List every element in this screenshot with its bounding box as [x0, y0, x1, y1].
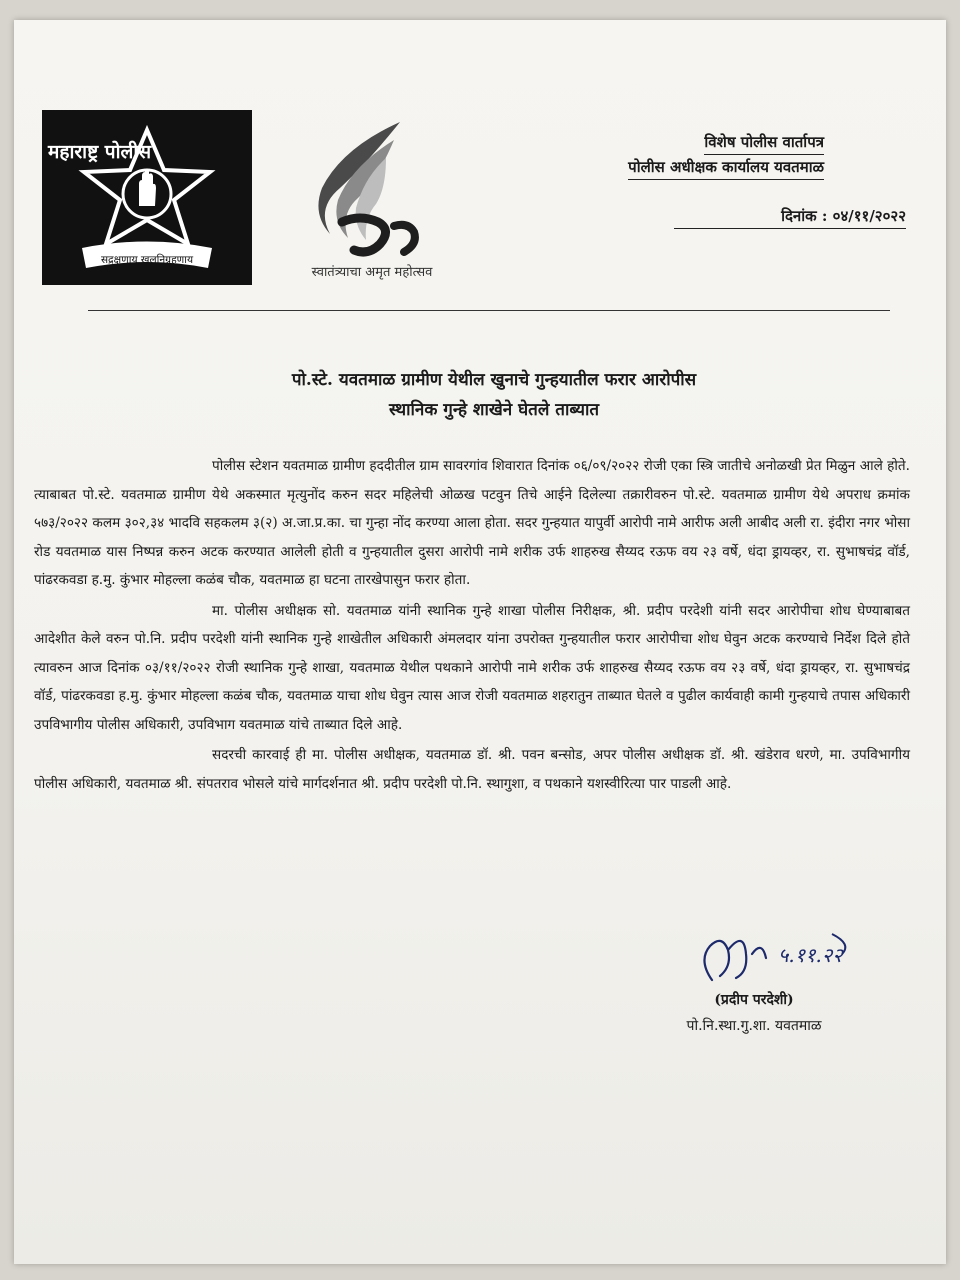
header-divider: [88, 310, 890, 311]
document-date: दिनांक : ०४/११/२०२२: [674, 206, 906, 229]
paragraph-2: मा. पोलीस अधीक्षक सो. यवतमाळ यांनी स्थानिक गुन्हे शाखा पोलीस निरीक्षक, श्री. प्रदीप परदेशी यांनी सदर आरोपीचा शोध घेण्याबाबत आदेशीत केले वरुन पो.नि. प्रदीप परदेशी यांनी स्थानिक गुन्हे शाखेतील अधिकारी अंमलदार यांना उपरोक्त गुन्हयातील फरार आरोपीचा शोध घेवुन अटक करण्याचे निर्देश दिले होते त्यावरुन आज दिनांक ०३/११/२०२२ रोजी स्थानिक गुन्हे शाखा, यवतमाळ येथील पथकाने आरोपी नामे शरीक उर्फ शाहरुख सैय्यद रऊफ वय २३ वर्षे, धंदा ड्रायव्हर, रा. सुभाषचंद्र वॉर्ड, पांढरकवडा ह.मु. कुंभार मोहल्ला कळंब चौक, यवतमाळ याचा शोध घेवुन त्यास आज रोजी यवतमाळ शहरातुन ताब्यात घेतले व पुढील कार्यवाही कामी गुन्हयाचे तपास अधिकारी उपविभागीय पोलीस अधिकारी, उपविभाग यवतमाळ यांचे ताब्यात दिले आहे.: [34, 602, 910, 733]
document-page: [14, 20, 946, 1264]
logo-motto: सद्रक्षणाय खलनिग्रहणाय: [100, 254, 194, 266]
header-line-1: विशेष पोलीस वार्तापत्र: [704, 130, 824, 155]
handwritten-signature: [682, 920, 862, 1000]
paragraph-3: सदरची कारवाई ही मा. पोलीस अधीक्षक, यवतमाळ डॉ. श्री. पवन बन्सोड, अपर पोलीस अधीक्षक डॉ. श्री. खंडेराव धरणे, मा. उपविभागीय पोलीस अधिकारी, यवतमाळ श्री. संपतराव भोसले यांचे मार्गदर्शनात श्री. प्रदीप परदेशी पो.नि. स्थागुशा, व पथकाने यशस्वीरित्या पार पाडली आहे.: [34, 747, 910, 792]
headline-line-1: पो.स्टे. यवतमाळ ग्रामीण येथील खुनाचे गुन्हयातील फरार आरोपीस: [291, 370, 697, 390]
header-line-2: पोलीस अधीक्षक कार्यालय यवतमाळ: [628, 155, 824, 180]
office-header: [554, 130, 824, 180]
body-text: [34, 452, 910, 800]
logo-top-text: महाराष्ट्र पोलीस: [48, 141, 152, 163]
amrit-caption: स्वातंत्र्याचा अमृत महोत्सव: [311, 265, 433, 280]
signatory-designation: पो.नि.स्था.गु.शा. यवतमाळ: [686, 1018, 822, 1034]
flame-75-icon: [282, 118, 462, 258]
signatory-name: (प्रदीप परदेशी): [714, 992, 794, 1008]
paragraph-1: पोलीस स्टेशन यवतमाळ ग्रामीण हददीतील ग्राम सावरगांव शिवारात दिनांक ०६/०९/२०२२ रोजी एका स्त्रि जातीचे अनोळखी प्रेत मिळुन आले होते. त्याबाबत पो.स्टे. यवतमाळ ग्रामीण येथे अकस्मात मृत्युनोंद करुन सदर महिलेची ओळख पटवुन तिचे आईने दिलेल्या तक्रारीवरुन पो.स्टे. यवतमाळ ग्रामीण येथे अपराध क्रमांक ५७३/२०२२ कलम ३०२,३४ भादवि सहकलम ३(२) अ.जा.प्र.का. चा गुन्हा नोंद करण्या आला होता. सदर गुन्हयात यापुर्वी आरोपी नामे आरीफ अली आबीद अली रा. इंदीरा नगर भोसा रोड यवतमाळ यास निष्पन्न करुन अटक करण्यात आलेली होती व गुन्हयातील दुसरा आरोपी नामे शरीक उर्फ शाहरुख सैय्यद रऊफ वय २३ वर्षे, धंदा ड्रायव्हर, रा. सुभाषचंद्र वॉर्ड, पांढरकवडा ह.मु. कुंभार मोहल्ला कळंब चौक, यवतमाळ हा घटना तारखेपासुन फरार होता.: [34, 458, 910, 588]
amrit-mahotsav-logo: [282, 118, 462, 288]
headline-line-2: स्थानिक गुन्हे शाखेने घेतले ताब्यात: [388, 400, 600, 420]
signature-date-mark: ५.११.२२: [778, 943, 843, 967]
maharashtra-police-logo: [42, 110, 252, 285]
headline: [134, 365, 854, 425]
